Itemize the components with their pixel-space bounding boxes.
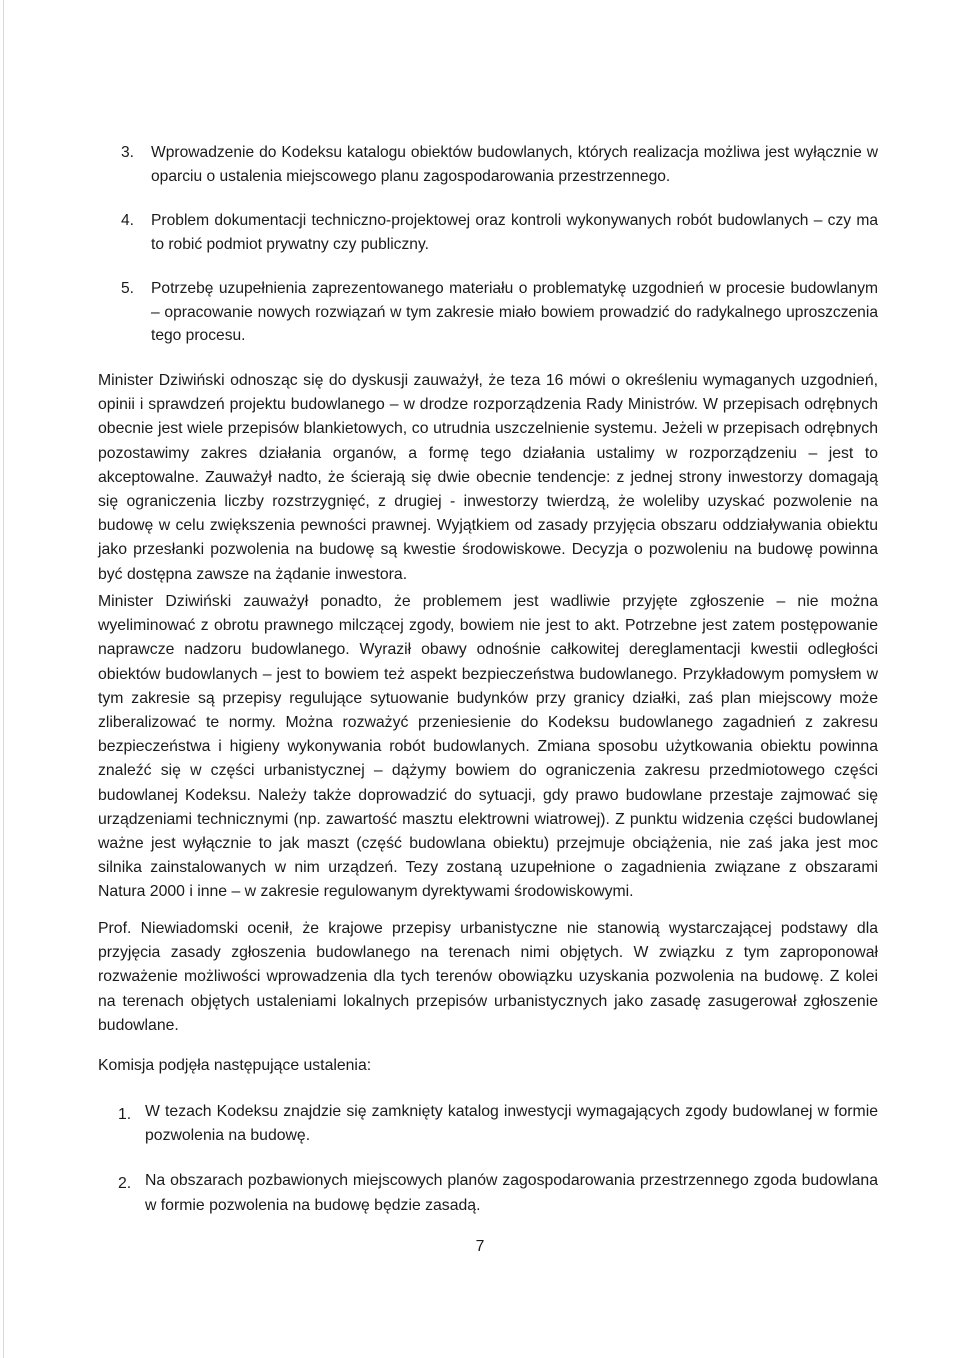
paragraph-niewiadomski: Prof. Niewiadomski ocenił, że krajowe przepisy urbanistyczne nie stanowią wystarczającej podstawy dla przyjęcia zasady zgłoszenia budowlanego na terenach nimi objętych. W związku z tym zaproponował rozważenie możliwości wprowadzenia dla tych terenów obowiązku uzyskania pozwolenia na budowę. Z kolei na terenach objętych ustaleniami lokalnych przepisów urbanistycznych jako zasadę zasugerował zgłoszenie budowlane. xyxy=(98,920,878,1034)
decisions-list xyxy=(118,1100,878,1239)
paragraph-dziwinski-theses: Minister Dziwiński odnosząc się do dyskusji zauważył, że teza 16 mówi o określeniu wymaganych uzgodnień, opinii i sprawdzeń projektu budowlanego – w drodze rozporządzenia Rady Ministrów. W przepisach odrębnych obecnie jest wiele przepisów blankietowych, co utrudnia uszczelnienie systemu. Jeżeli w przepisach odrębnych pozostawimy zakres działania organów, a formę tego działania ustalimy w rozporządzeniu – jest to akceptowalne. Zauważył nadto, że ścierają się dwie obecnie tendencje: z jednej strony inwestorzy domagają się ograniczenia liczby rozstrzygnięć, z drugiej - inwestorzy twierdzą, że woleliby uzyskać pozwolenie na budowę w celu zwiększenia pewności prawnej. Wyjątkiem od zasady przyjęcia obszaru oddziaływania obiektu jako przesłanki pozwolenia na budowę są kwestie środowiskowe. Decyzja o pozwoleniu na budowę powinna być dostępna zawsze na żądanie inwestora. xyxy=(98,372,878,583)
list-item-text: Problem dokumentacji techniczno-projektowej oraz kontroli wykonywanych robót budowlanych – czy ma to robić podmiot prywatny czy publiczny. xyxy=(151,212,878,253)
scan-edge-line xyxy=(3,0,4,1358)
list-item-number: 5. xyxy=(121,280,135,297)
list-item xyxy=(121,209,878,256)
list-item-number: 1. xyxy=(118,1106,132,1123)
page-number: 7 xyxy=(475,1238,485,1255)
issues-list xyxy=(121,141,878,369)
paragraph-commission-decisions: Komisja podjęła następujące ustalenia: xyxy=(98,1057,372,1074)
list-item-text: Wprowadzenie do Kodeksu katalogu obiektów budowlanych, których realizacja możliwa jest wyłącznie w oparciu o ustalenia miejscowego planu zagospodarowania przestrzennego. xyxy=(151,144,878,185)
list-item-number: 2. xyxy=(118,1175,132,1193)
list-item-text: Potrzebę uzupełnienia zaprezentowanego materiału o problematykę uzgodnień w procesie budowlanym – opracowanie nowych rozwiązań w tym zakresie miało bowiem prowadzić do radykalnego uproszczenia tego procesu. xyxy=(151,280,878,344)
list-item-text: Na obszarach pozbawionych miejscowych planów zagospodarowania przestrzennego zgoda budowlana w formie pozwolenia na budowę będzie zasadą. xyxy=(145,1172,878,1214)
list-item-number: 3. xyxy=(121,144,135,161)
list-item xyxy=(118,1169,878,1217)
list-item xyxy=(121,141,878,188)
list-item-number: 4. xyxy=(121,212,135,229)
list-item-text: W tezach Kodeksu znajdzie się zamknięty katalog inwestycji wymagających zgody budowlanej w formie pozwolenia na budowę. xyxy=(145,1103,878,1145)
paragraph-dziwinski-notification: Minister Dziwiński zauważył ponadto, że problemem jest wadliwie przyjęte zgłoszenie – nie można wyeliminować z obrotu prawnego milczącej zgody, bowiem nie jest to akt. Potrzebne jest zatem postępowanie naprawcze nadzoru budowlanego. Wyraził obawy odnośnie całkowitej dereglamentacji kwestii odległości obiektów budowlanych – jest to bowiem też aspekt bezpieczeństwa budowlanego. Przykładowym pomysłem w tym zakresie są przepisy regulujące sytuowanie budynków przy granicy działki, zaś plan miejscowy może zliberalizować te normy. Można rozważyć przeniesienie do Kodeksu budowlanego zagadnień z zakresu bezpieczeństwa i higieny wykonywania robót budowlanych. Zmiana sposobu użytkowania obiektu powinna znaleźć się w części urbanistycznej – dążymy bowiem do ograniczenia zakresu przedmiotowego części budowlanej Kodeksu. Należy także doprowadzić do sytuacji, gdy prawo budowlane przestaje zajmować się urządzeniami technicznymi (np. zawartość masztu elektrowni wiatrowej). Z punktu widzenia części budowlanej ważne jest wyłącznie to jak maszt (część budowlana obiektu) przejmuje obciążenia, nie zaś jaka jest moc silnika zainstalowanych w nim urządzeń. Tezy zostaną uzupełnione o zagadnienia związane z obszarami Natura 2000 i inne – w zakresie regulowanym dyrektywami środowiskowymi. xyxy=(98,593,878,901)
list-item xyxy=(121,277,878,348)
list-item xyxy=(118,1100,878,1148)
